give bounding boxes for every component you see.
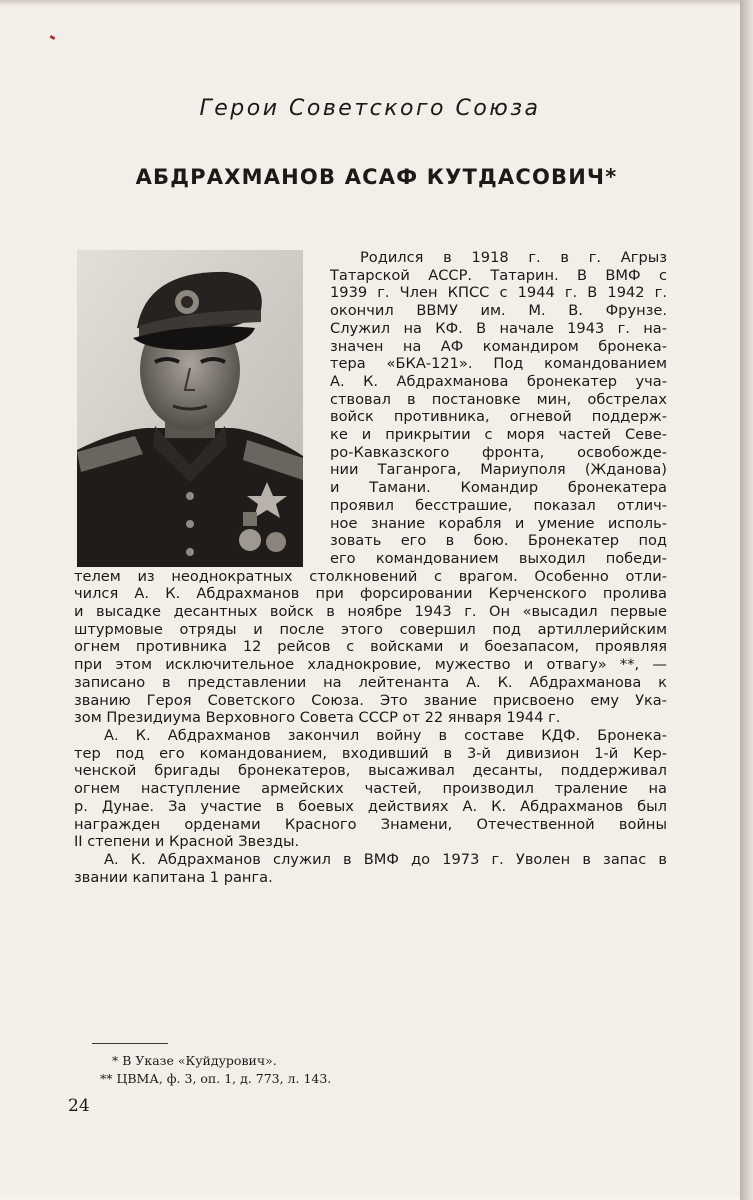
person-name: АБДРАХМАНОВ АСАФ КУТДАСОВИЧ* bbox=[135, 165, 618, 189]
footnote-divider bbox=[92, 1043, 168, 1044]
bio-line: ро-Кавказского фронта, освобожде- bbox=[330, 443, 667, 461]
footnote-1: * В Указе «Куйдурович». bbox=[112, 1053, 277, 1068]
bio-line: званию Героя Советского Союза. Это звание присвоено ему Ука- bbox=[74, 691, 667, 709]
bio-line: II степени и Красной Звезды. bbox=[74, 833, 300, 851]
bio-line: штурмовые отряды и после этого совершил под артиллерийским bbox=[74, 620, 667, 638]
bio-line: и Тамани. Командир бронекатера bbox=[330, 479, 667, 497]
bio-line: нии Таганрога, Мариуполя (Жданова) bbox=[330, 461, 667, 479]
bio-line: телем из неоднократных столкновений с врагом. Особенно отли- bbox=[74, 567, 667, 585]
bio-line: А. К. Абдрахманов закончил войну в составе КДФ. Бронека- bbox=[104, 726, 667, 744]
footnote-2: ** ЦВМА, ф. 3, оп. 1, д. 773, л. 143. bbox=[100, 1071, 332, 1086]
bio-line: его командованием выходил победи- bbox=[330, 549, 667, 567]
bio-line: войск противника, огневой поддерж- bbox=[330, 408, 667, 426]
bio-line: Служил на КФ. В начале 1943 г. на- bbox=[330, 319, 667, 337]
bio-line: огнем наступление армейских частей, производил траление на bbox=[74, 780, 667, 798]
bio-line: звании капитана 1 ранга. bbox=[74, 868, 273, 886]
bio-line: 1939 г. Член КПСС с 1944 г. В 1942 г. bbox=[330, 284, 667, 302]
bio-line: зом Президиума Верховного Совета СССР от 22 января 1944 г. bbox=[74, 709, 561, 727]
bio-line: ствовал в постановке мин, обстрелах bbox=[330, 390, 667, 408]
bio-line: А. К. Абдрахманова бронекатер уча- bbox=[330, 372, 667, 390]
bio-line: Татарской АССР. Татарин. В ВМФ с bbox=[330, 266, 667, 284]
bio-line: ное знание корабля и умение исполь- bbox=[330, 514, 667, 532]
bio-line: А. К. Абдрахманов служил в ВМФ до 1973 г. Уволен в запас в bbox=[104, 850, 667, 868]
bio-line: ке и прикрытии с моря частей Севе- bbox=[330, 426, 667, 444]
biography-text bbox=[74, 249, 667, 886]
bio-line: зовать его в бою. Бронекатер под bbox=[330, 532, 667, 550]
bio-line: проявил бесстрашие, показал отлич- bbox=[330, 496, 667, 514]
bio-line: награжден орденами Красного Знамени, Отечественной войны bbox=[74, 815, 667, 833]
bio-line: чился А. К. Абдрахманов при форсировании Керченского пролива bbox=[74, 585, 667, 603]
bio-line: значен на АФ командиром бронека- bbox=[330, 337, 667, 355]
bio-line: и высадке десантных войск в ноябре 1943 г. Он «высадил первые bbox=[74, 603, 667, 621]
page-number: 24 bbox=[68, 1096, 90, 1116]
bio-line: при этом исключительное хладнокровие, мужество и отвагу» **, — bbox=[74, 656, 667, 674]
footnotes bbox=[100, 1052, 331, 1088]
section-title: Герои Советского Союза bbox=[199, 96, 541, 121]
bio-line: огнем противника 12 рейсов с войсками и боезапасом, проявляя bbox=[74, 638, 667, 656]
bio-line: р. Дунае. За участие в боевых действиях А. К. Абдрахманов был bbox=[74, 797, 667, 815]
bio-line: окончил ВВМУ им. М. В. Фрунзе. bbox=[330, 302, 667, 320]
bio-line: Родился в 1918 г. в г. Агрыз bbox=[360, 249, 667, 266]
page-edge-shadow bbox=[740, 0, 753, 1200]
page-top-edge bbox=[0, 0, 740, 6]
ink-mark bbox=[50, 35, 56, 40]
bio-line: записано в представлении на лейтенанта А. К. Абдрахманова к bbox=[74, 673, 667, 691]
bio-line: тер под его командованием, входивший в 3-й дивизион 1-й Кер- bbox=[74, 744, 667, 762]
bio-line: ченской бригады бронекатеров, высаживал десанты, поддерживал bbox=[74, 762, 667, 780]
bio-line: тера «БКА-121». Под командованием bbox=[330, 355, 667, 373]
